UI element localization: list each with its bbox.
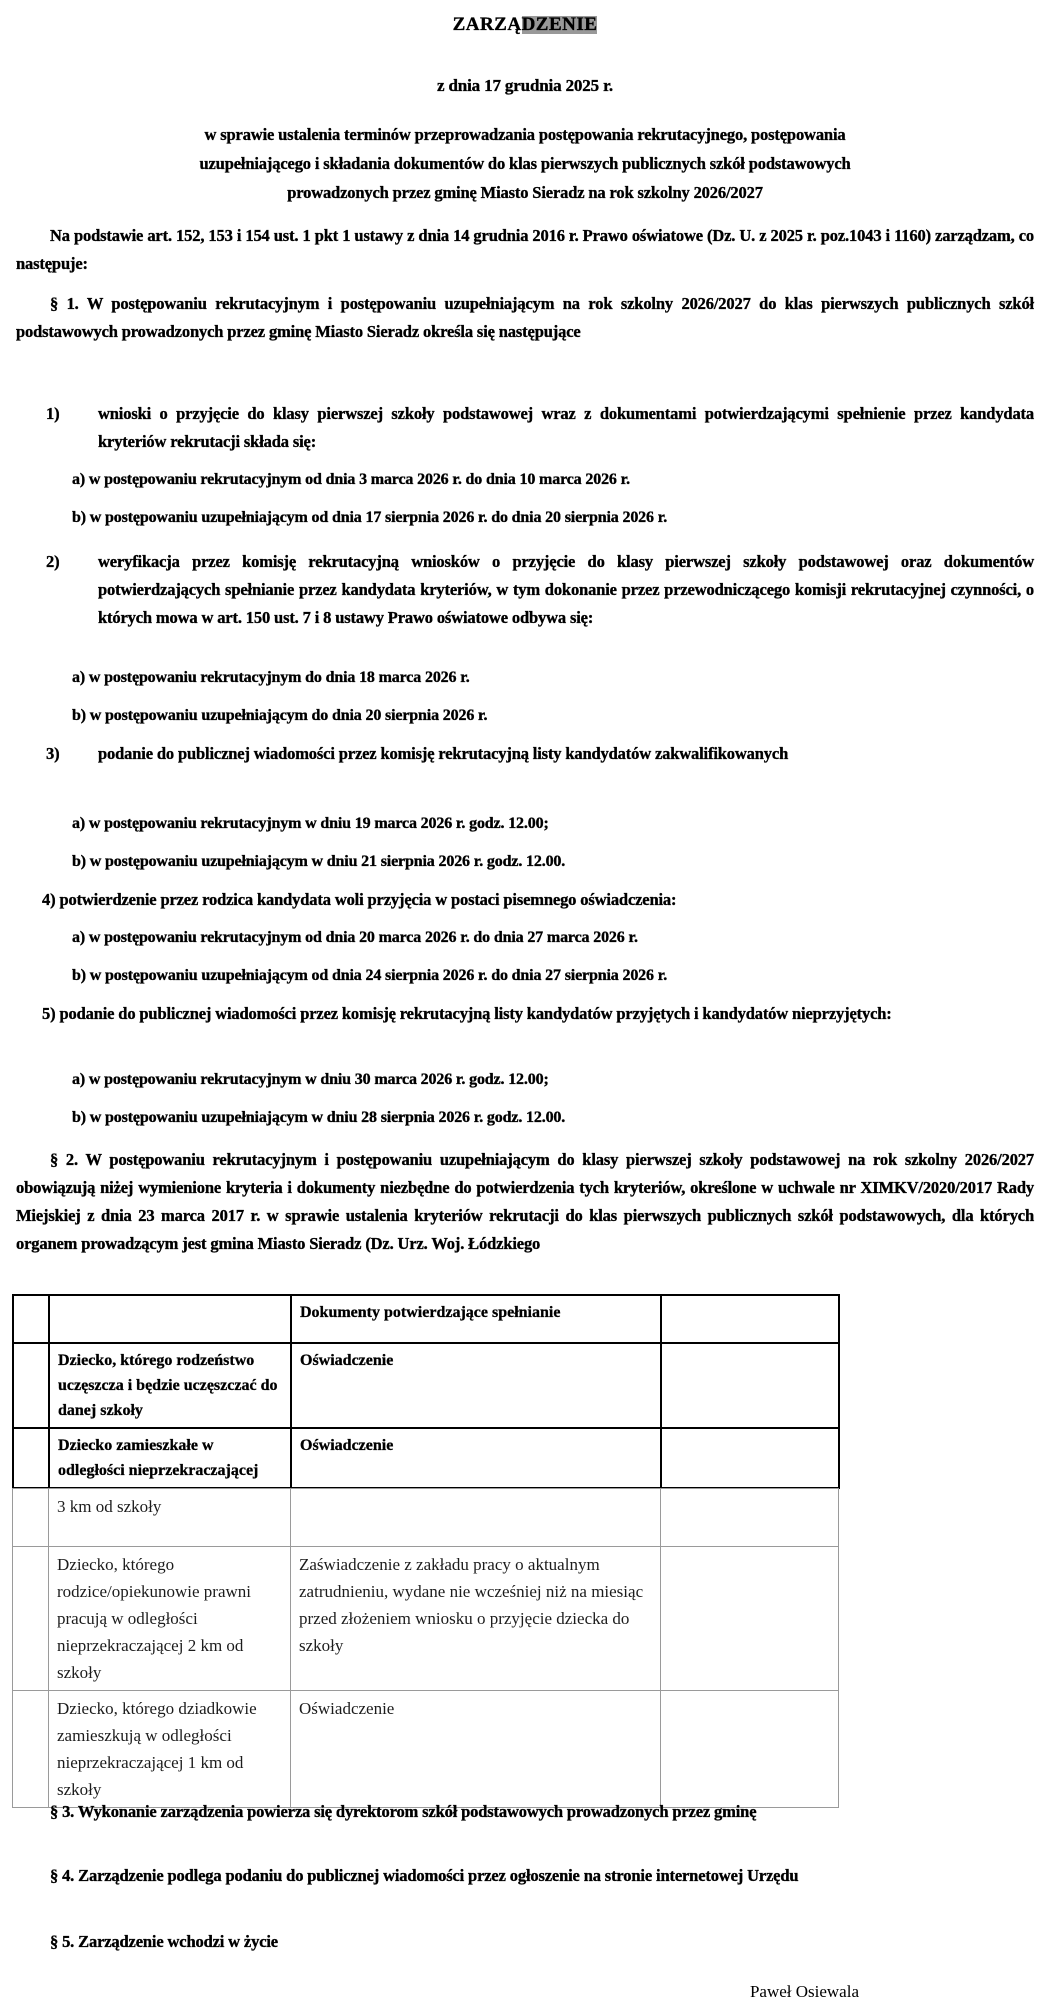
list-item-5 — [16, 1000, 1034, 1028]
list-item-4-text: potwierdzenie przez rodzica kandydata woli przyjęcia w postaci pisemnego oświadczenia: — [59, 890, 677, 909]
list-item-2-text: weryfikacja przez komisję rekrutacyjną wniosków o przyjęcie do klasy pierwszej szkoły podstawowej oraz dokumentów potwierdzających spełnianie przez kandydata kryteriów, w tym dokonanie przez przewodniczącego komisji rekrutacyjnej czynności, o których mowa w art. 150 ust. 7 i 8 ustawy Prawo oświatowe odbywa się: — [98, 552, 1034, 627]
list-item-3-sub-b: b) w postępowaniu uzupełniającym w dniu 21 sierpnia 2026 r. godz. 12.00. — [72, 853, 566, 870]
list-item-1-marker: 1) — [46, 404, 60, 423]
table-cell-index — [13, 1428, 49, 1488]
table-cell-documents: Oświadczenie — [291, 1428, 661, 1488]
table-cell-documents — [291, 1489, 661, 1547]
list-item-4-marker: 4) — [42, 890, 56, 909]
list-item-5-sub-a: a) w postępowaniu rekrutacyjnym w dniu 30 marca 2026 r. godz. 12.00; — [72, 1071, 549, 1088]
criteria-table-upper — [12, 1294, 840, 1489]
list-item-1-sub-a: a) w postępowaniu rekrutacyjnym od dnia 3 marca 2026 r. do dnia 10 marca 2026 r. — [72, 471, 630, 488]
list-item-3 — [16, 740, 1034, 768]
paragraph-5: § 5. Zarządzenie wchodzi w życie — [50, 1932, 278, 1951]
table-cell-index — [13, 1691, 49, 1808]
list-item-1-sub-b: b) w postępowaniu uzupełniającym od dnia 17 sierpnia 2026 r. do dnia 20 sierpnia 2026 r. — [72, 509, 668, 526]
table-row — [13, 1547, 839, 1691]
table-cell-documents: Oświadczenie — [291, 1691, 661, 1808]
paragraph-2: § 2. W postępowaniu rekrutacyjnym i postępowaniu uzupełniającym do klasy pierwszej szkoły podstawowej na rok szkolny 2026/2027 obowiązują niżej wymienione kryteria i dokumenty niezbędne do potwierdzenia tych kryteriów, określone w uchwale nr XIMKV/2020/2017 Rady Miejskiej z dnia 23 marca 2017 r. w sprawie ustalenia kryteriów rekrutacji do klas pierwszych publicznych szkół podstawowych, dla których organem prowadzącym jest gmina Miasto Sieradz (Dz. Urz. Woj. Łódzkiego — [16, 1150, 1034, 1253]
table-cell-index — [13, 1547, 49, 1691]
table-row — [13, 1343, 839, 1428]
preamble-paragraph: Na podstawie art. 152, 153 i 154 ust. 1 pkt 1 ustawy z dnia 14 grudnia 2016 r. Prawo oświatowe (Dz. U. z 2025 r. poz.1043 i 1160) zarządzam, co następuje: — [16, 226, 1034, 273]
table-cell-documents-header: Dokumenty potwierdzające spełnianie — [291, 1295, 661, 1343]
table-row — [13, 1428, 839, 1488]
table-cell-criterion: 3 km od szkoły — [49, 1489, 291, 1547]
list-item-3-marker: 3) — [46, 744, 60, 763]
list-item-2 — [16, 548, 1034, 632]
table-cell-documents: Zaświadczenie z zakładu pracy o aktualnym zatrudnieniu, wydane nie wcześniej niż na miesiąc przed złożeniem wniosku o przyjęcie dziecka do szkoły — [291, 1547, 661, 1691]
document-subject-line-3: prowadzonych przez gminę Miasto Sieradz na rok szkolny 2026/2027 — [287, 183, 763, 202]
table-cell-criterion: Dziecko zamieszkałe w odległości nieprzekraczającej — [49, 1428, 291, 1488]
table-cell-points — [661, 1295, 839, 1343]
list-item-2-marker: 2) — [46, 552, 60, 571]
table-cell-criterion: Dziecko, którego dziadkowie zamieszkują w odległości nieprzekraczającej 1 km od szkoły — [49, 1691, 291, 1808]
list-item-2-sub-a: a) w postępowaniu rekrutacyjnym do dnia 18 marca 2026 r. — [72, 669, 470, 686]
table-row — [13, 1489, 839, 1547]
table-cell-index — [13, 1295, 49, 1343]
list-item-3-text: podanie do publicznej wiadomości przez komisję rekrutacyjną listy kandydatów zakwalifikowanych — [98, 744, 789, 763]
list-item-1 — [16, 400, 1034, 456]
list-item-4-sub-a: a) w postępowaniu rekrutacyjnym od dnia 20 marca 2026 r. do dnia 27 marca 2026 r. — [72, 929, 638, 946]
table-row — [13, 1295, 839, 1343]
table-cell-criterion: Dziecko, którego rodzeństwo uczęszcza i będzie uczęszczać do danej szkoły — [49, 1343, 291, 1428]
document-subject-line-1: w sprawie ustalenia terminów przeprowadzania postępowania rekrutacyjnego, postępowania — [204, 125, 846, 144]
table-cell-documents: Oświadczenie — [291, 1343, 661, 1428]
criteria-table-lower — [12, 1488, 839, 1808]
paragraph-3: § 3. Wykonanie zarządzenia powierza się dyrektorom szkół podstawowych prowadzonych przez gminę — [50, 1802, 757, 1821]
table-cell-index — [13, 1343, 49, 1428]
table-cell-points — [661, 1428, 839, 1488]
list-item-3-sub-a: a) w postępowaniu rekrutacyjnym w dniu 19 marca 2026 r. godz. 12.00; — [72, 815, 549, 832]
list-item-4 — [16, 886, 1034, 914]
table-cell-points — [661, 1489, 839, 1547]
list-item-5-sub-b: b) w postępowaniu uzupełniającym w dniu 28 sierpnia 2026 r. godz. 12.00. — [72, 1109, 566, 1126]
paragraph-1: § 1. W postępowaniu rekrutacyjnym i postępowaniu uzupełniającym na rok szkolny 2026/2027 do klas pierwszych publicznych szkół podstawowych prowadzonych przez gminę Miasto Sieradz określa się następujące — [16, 294, 1034, 341]
document-subject-line-2: uzupełniającego i składania dokumentów do klas pierwszych publicznych szkół podstawowych — [199, 154, 851, 173]
paragraph-4: § 4. Zarządzenie podlega podaniu do publicznej wiadomości przez ogłoszenie na stronie internetowej Urzędu — [50, 1866, 799, 1885]
table-cell-criterion — [49, 1295, 291, 1343]
list-item-5-text: podanie do publicznej wiadomości przez komisję rekrutacyjną listy kandydatów przyjętych i kandydatów nieprzyjętych: — [59, 1004, 892, 1023]
table-cell-points — [661, 1691, 839, 1808]
table-cell-points — [661, 1343, 839, 1428]
table-cell-index — [13, 1489, 49, 1547]
page-title — [16, 14, 1034, 36]
list-item-1-text: wnioski o przyjęcie do klasy pierwszej szkoły podstawowej wraz z dokumentami potwierdzającymi spełnienie przez kandydata kryteriów rekrutacji składa się: — [98, 404, 1034, 451]
list-item-2-sub-b: b) w postępowaniu uzupełniającym do dnia 20 sierpnia 2026 r. — [72, 707, 488, 724]
table-cell-criterion: Dziecko, którego rodzice/opiekunowie prawni pracują w odległości nieprzekraczającej 2 km od szkoły — [49, 1547, 291, 1691]
signature-name: Paweł Osiewala — [749, 1982, 859, 2001]
table-row — [13, 1691, 839, 1808]
page-title-text: ZARZĄDZENIE — [452, 14, 598, 35]
list-item-5-marker: 5) — [42, 1004, 56, 1023]
table-cell-points — [661, 1547, 839, 1691]
list-item-4-sub-b: b) w postępowaniu uzupełniającym od dnia 24 sierpnia 2026 r. do dnia 27 sierpnia 2026 r. — [72, 967, 668, 984]
document-date: z dnia 17 grudnia 2025 r. — [436, 76, 614, 95]
